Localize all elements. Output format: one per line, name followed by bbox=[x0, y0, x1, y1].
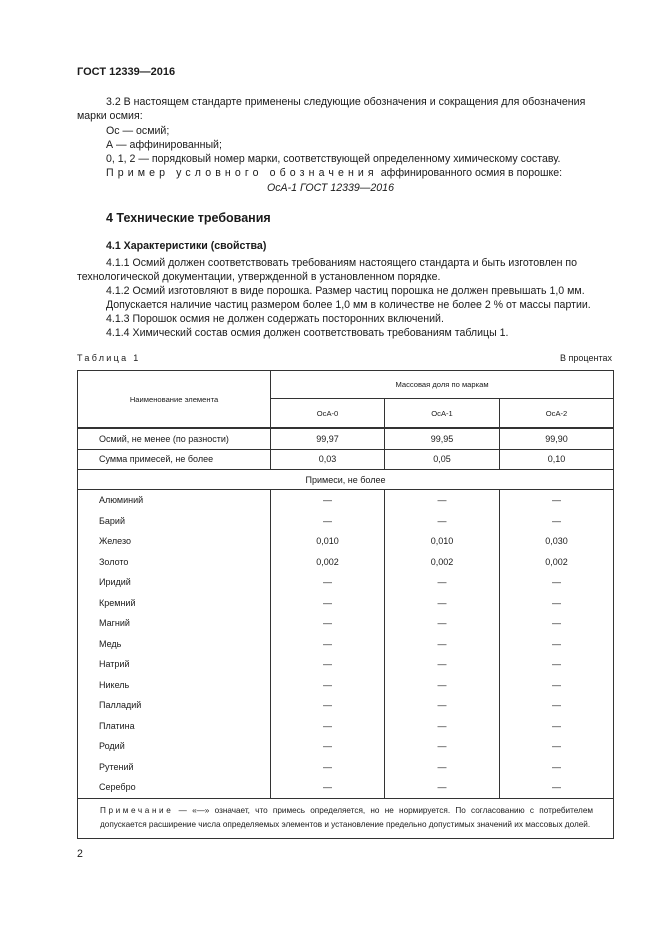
cell-value: — bbox=[500, 572, 614, 593]
table-row bbox=[78, 490, 614, 511]
cell-value: 0,002 bbox=[500, 552, 614, 573]
cell-value: — bbox=[385, 654, 500, 675]
cell-value: — bbox=[385, 777, 500, 798]
table-row bbox=[78, 654, 614, 675]
row-label: Магний bbox=[78, 613, 271, 634]
table-row bbox=[78, 511, 614, 532]
column-header-grade: ОсА-2 bbox=[500, 399, 614, 428]
paragraph-4-1-1-line2: технологической документации, утвержденной в установленном порядке. bbox=[77, 271, 441, 283]
cell-value: — bbox=[500, 777, 614, 798]
cell-value: — bbox=[385, 490, 500, 511]
cell-value: 0,03 bbox=[271, 449, 385, 470]
cell-value: — bbox=[500, 593, 614, 614]
example-label: Пример условного обозначения bbox=[106, 167, 378, 179]
cell-value: 0,10 bbox=[500, 449, 614, 470]
table-row bbox=[78, 634, 614, 655]
cell-value: 99,90 bbox=[500, 428, 614, 449]
row-label: Иридий bbox=[78, 572, 271, 593]
row-label: Натрий bbox=[78, 654, 271, 675]
cell-value: 0,010 bbox=[385, 531, 500, 552]
cell-value: — bbox=[385, 572, 500, 593]
cell-value: — bbox=[385, 613, 500, 634]
example-text: аффинированного осмия в порошке: bbox=[377, 167, 563, 179]
cell-value: — bbox=[500, 613, 614, 634]
cell-value: — bbox=[271, 634, 385, 655]
cell-value: — bbox=[385, 695, 500, 716]
column-header-grade: ОсА-1 bbox=[385, 399, 500, 428]
cell-value: — bbox=[271, 490, 385, 511]
example-designation: ОсА-1 ГОСТ 12339—2016 bbox=[267, 182, 394, 194]
cell-value: 99,97 bbox=[271, 428, 385, 449]
table-caption: Таблица 1 bbox=[77, 353, 141, 363]
paragraph-4-1-4: 4.1.4 Химический состав осмия должен соответствовать требованиям таблицы 1. bbox=[106, 327, 509, 339]
row-label: Рутений bbox=[78, 757, 271, 778]
table-units: В процентах bbox=[560, 353, 612, 363]
table-row bbox=[78, 675, 614, 696]
row-label: Родий bbox=[78, 736, 271, 757]
designation-item-number: 0, 1, 2 — порядковый номер марки, соответствующей определенному химическому составу. bbox=[106, 153, 561, 165]
subsection-title: 4.1 Характеристики (свойства) bbox=[106, 240, 267, 252]
table-row bbox=[78, 736, 614, 757]
cell-value: 0,010 bbox=[271, 531, 385, 552]
paragraph-3-2-line1: 3.2 В настоящем стандарте применены следующие обозначения и сокращения для обозначения bbox=[106, 96, 586, 108]
table-row bbox=[78, 449, 614, 470]
cell-value: — bbox=[500, 736, 614, 757]
table-row bbox=[78, 593, 614, 614]
column-header-mass-fraction: Массовая доля по маркам bbox=[271, 371, 614, 399]
cell-value: — bbox=[500, 511, 614, 532]
row-label: Серебро bbox=[78, 777, 271, 798]
cell-value: — bbox=[500, 757, 614, 778]
table-note bbox=[78, 798, 614, 838]
page-number: 2 bbox=[77, 848, 83, 860]
row-label: Платина bbox=[78, 716, 271, 737]
example-line bbox=[106, 166, 562, 180]
table-row bbox=[78, 552, 614, 573]
cell-value: — bbox=[271, 716, 385, 737]
cell-value: — bbox=[500, 654, 614, 675]
cell-value: — bbox=[385, 736, 500, 757]
composition-table bbox=[77, 370, 614, 839]
table-note-row bbox=[78, 798, 614, 838]
cell-value: — bbox=[385, 675, 500, 696]
column-header-element: Наименование элемента bbox=[78, 371, 271, 429]
cell-value: 99,95 bbox=[385, 428, 500, 449]
row-label: Никель bbox=[78, 675, 271, 696]
row-label: Железо bbox=[78, 531, 271, 552]
cell-value: — bbox=[500, 634, 614, 655]
cell-value: — bbox=[271, 511, 385, 532]
cell-value: 0,05 bbox=[385, 449, 500, 470]
paragraph-4-1-1-line1: 4.1.1 Осмий должен соответствовать требованиям настоящего стандарта и быть изготовлен по bbox=[106, 257, 577, 269]
row-label: Медь bbox=[78, 634, 271, 655]
cell-value: — bbox=[271, 572, 385, 593]
cell-value: — bbox=[385, 634, 500, 655]
section-title: 4 Технические требования bbox=[106, 211, 271, 225]
cell-value: 0,030 bbox=[500, 531, 614, 552]
note-label: Примечание bbox=[100, 805, 174, 815]
table-row bbox=[78, 716, 614, 737]
table-row bbox=[78, 777, 614, 798]
cell-value: 0,002 bbox=[385, 552, 500, 573]
cell-value: — bbox=[500, 695, 614, 716]
cell-value: — bbox=[271, 757, 385, 778]
cell-value: — bbox=[271, 613, 385, 634]
cell-value: — bbox=[385, 757, 500, 778]
cell-value: — bbox=[500, 675, 614, 696]
impurities-header: Примеси, не более bbox=[78, 470, 614, 490]
column-header-grade: ОсА-0 bbox=[271, 399, 385, 428]
cell-value: — bbox=[500, 716, 614, 737]
table-row bbox=[78, 695, 614, 716]
row-label: Палладий bbox=[78, 695, 271, 716]
cell-value: — bbox=[271, 777, 385, 798]
paragraph-3-2-line2: марки осмия: bbox=[77, 110, 143, 122]
row-label: Кремний bbox=[78, 593, 271, 614]
row-label: Осмий, не менее (по разности) bbox=[78, 428, 271, 449]
row-label: Барий bbox=[78, 511, 271, 532]
table-row bbox=[78, 572, 614, 593]
row-label: Алюминий bbox=[78, 490, 271, 511]
designation-item-os: Ос — осмий; bbox=[106, 125, 170, 137]
cell-value: — bbox=[271, 593, 385, 614]
cell-value: — bbox=[385, 716, 500, 737]
document-header: ГОСТ 12339—2016 bbox=[77, 66, 176, 78]
table-row bbox=[78, 613, 614, 634]
designation-item-a: А — аффинированный; bbox=[106, 139, 222, 151]
cell-value: — bbox=[500, 490, 614, 511]
table-row bbox=[78, 470, 614, 490]
table-row bbox=[78, 428, 614, 449]
paragraph-4-1-3: 4.1.3 Порошок осмия не должен содержать посторонних включений. bbox=[106, 313, 444, 325]
table-row bbox=[78, 531, 614, 552]
cell-value: — bbox=[271, 736, 385, 757]
note-text: — «—» означает, что примесь определяется, но не нормируется. По согласованию с потребителем допускается расширение числа определяемых элементов и установление предельно допустимых значений их массовых долей. bbox=[100, 805, 593, 829]
cell-value: — bbox=[385, 511, 500, 532]
cell-value: — bbox=[271, 654, 385, 675]
paragraph-4-1-2-line1: 4.1.2 Осмий изготовляют в виде порошка. Размер частиц порошка не должен превышать 1,0 мм. bbox=[106, 285, 585, 297]
cell-value: — bbox=[271, 695, 385, 716]
row-label: Золото bbox=[78, 552, 271, 573]
row-label: Сумма примесей, не более bbox=[78, 449, 271, 470]
table-row bbox=[78, 757, 614, 778]
cell-value: 0,002 bbox=[271, 552, 385, 573]
cell-value: — bbox=[385, 593, 500, 614]
paragraph-4-1-2-line2: Допускается наличие частиц размером более 1,0 мм в количестве не более 2 % от массы партии. bbox=[106, 299, 591, 311]
cell-value: — bbox=[271, 675, 385, 696]
